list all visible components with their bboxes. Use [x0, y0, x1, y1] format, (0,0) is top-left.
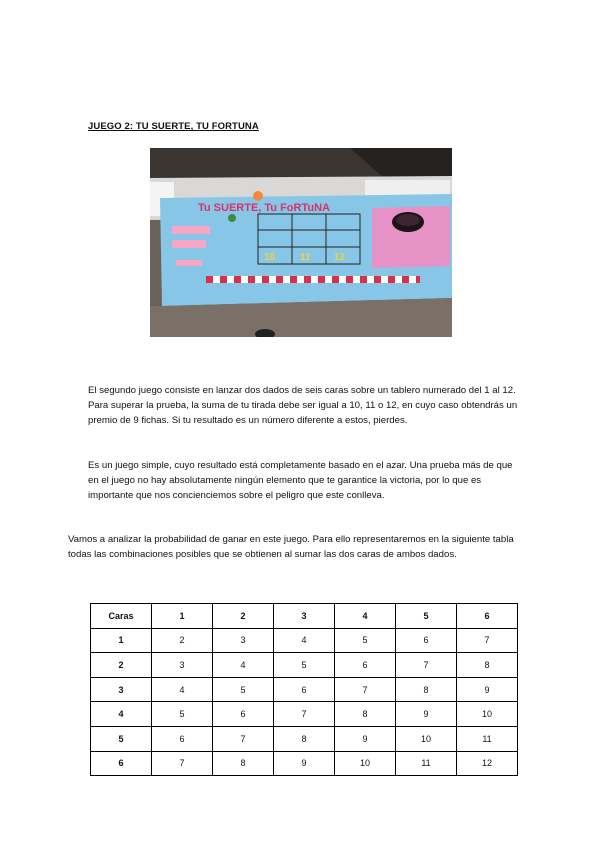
table-cell: 8: [396, 677, 457, 702]
dice-sum-table: [90, 603, 518, 776]
table-row-header: 6: [91, 751, 152, 776]
table-cell: 10: [457, 702, 518, 727]
table-row: [91, 653, 518, 678]
table-header: 5: [396, 604, 457, 629]
table-cell: 7: [396, 653, 457, 678]
table-cell: 6: [213, 702, 274, 727]
table-cell: 8: [457, 653, 518, 678]
table-cell: 2: [152, 628, 213, 653]
document-title: JUEGO 2: TU SUERTE, TU FORTUNA: [88, 121, 259, 132]
table-cell: 7: [274, 702, 335, 727]
table-cell: 11: [396, 751, 457, 776]
board-number-12: 12: [334, 252, 346, 263]
table-cell: 12: [457, 751, 518, 776]
table-header: 1: [152, 604, 213, 629]
flower-icon: [253, 191, 263, 201]
table-row-header: 5: [91, 726, 152, 751]
table-cell: 5: [335, 628, 396, 653]
table-cell: 4: [152, 677, 213, 702]
table-cell: 6: [274, 677, 335, 702]
table-cell: 7: [213, 726, 274, 751]
table-row: [91, 726, 518, 751]
sticker-icon: [228, 214, 236, 222]
paragraph-game-description: El segundo juego consiste en lanzar dos dados de seis caras sobre un tablero numerado del 1 al 12. Para superar la prueba, la suma de tu tirada debe ser igual a 10, 11 o 12, en cuyo caso obtendrás un premio de 9 fichas. Si tu resultado es un número diferente a estos, pierdes.: [88, 385, 518, 427]
table-cell: 4: [274, 628, 335, 653]
table-row-header: 2: [91, 653, 152, 678]
table-row-header: 1: [91, 628, 152, 653]
table-cell: 7: [152, 751, 213, 776]
table-cell: 5: [213, 677, 274, 702]
table-row: [91, 677, 518, 702]
board-title: Tu SUERTE, Tu FoRTuNA: [198, 202, 330, 214]
table-cell: 11: [457, 726, 518, 751]
table-cell: 9: [274, 751, 335, 776]
table-cell: 6: [152, 726, 213, 751]
table-cell: 9: [396, 702, 457, 727]
table-cell: 5: [274, 653, 335, 678]
table-row: [91, 628, 518, 653]
table-row-header: 4: [91, 702, 152, 727]
table-cell: 10: [396, 726, 457, 751]
table-cell: 7: [335, 677, 396, 702]
paragraph-chance: Es un juego simple, cuyo resultado está completamente basado en el azar. Una prueba más de que en el juego no hay absolutamente ningún elemento que te garantice la victoria, por lo que es importante que nos concienciemos sobre el peligro que este conlleva.: [88, 460, 513, 502]
game-board-photo: [150, 148, 452, 337]
table-header: 6: [457, 604, 518, 629]
table-cell: 5: [152, 702, 213, 727]
table-cell: 8: [274, 726, 335, 751]
table-cell: 4: [213, 653, 274, 678]
table-cell: 6: [396, 628, 457, 653]
table-header: 4: [335, 604, 396, 629]
table-header: 3: [274, 604, 335, 629]
table-header-row: [91, 604, 518, 629]
table-cell: 8: [213, 751, 274, 776]
table-cell: 6: [335, 653, 396, 678]
table-row: [91, 751, 518, 776]
table-header: Caras: [91, 604, 152, 629]
table-cell: 9: [457, 677, 518, 702]
table-cell: 3: [152, 653, 213, 678]
board-number-11: 11: [300, 252, 311, 263]
table-header: 2: [213, 604, 274, 629]
table-row: [91, 702, 518, 727]
table-row-header: 3: [91, 677, 152, 702]
table-cell: 10: [335, 751, 396, 776]
table-cell: 9: [335, 726, 396, 751]
table-cell: 3: [213, 628, 274, 653]
table-cell: 7: [457, 628, 518, 653]
paragraph-probability: Vamos a analizar la probabilidad de ganar en este juego. Para ello representaremos en la siguiente tabla todas las combinaciones posibles que se obtienen al sumar las dos caras de ambos dados.: [68, 534, 514, 561]
table-cell: 8: [335, 702, 396, 727]
board-number-10: 10: [264, 252, 276, 263]
